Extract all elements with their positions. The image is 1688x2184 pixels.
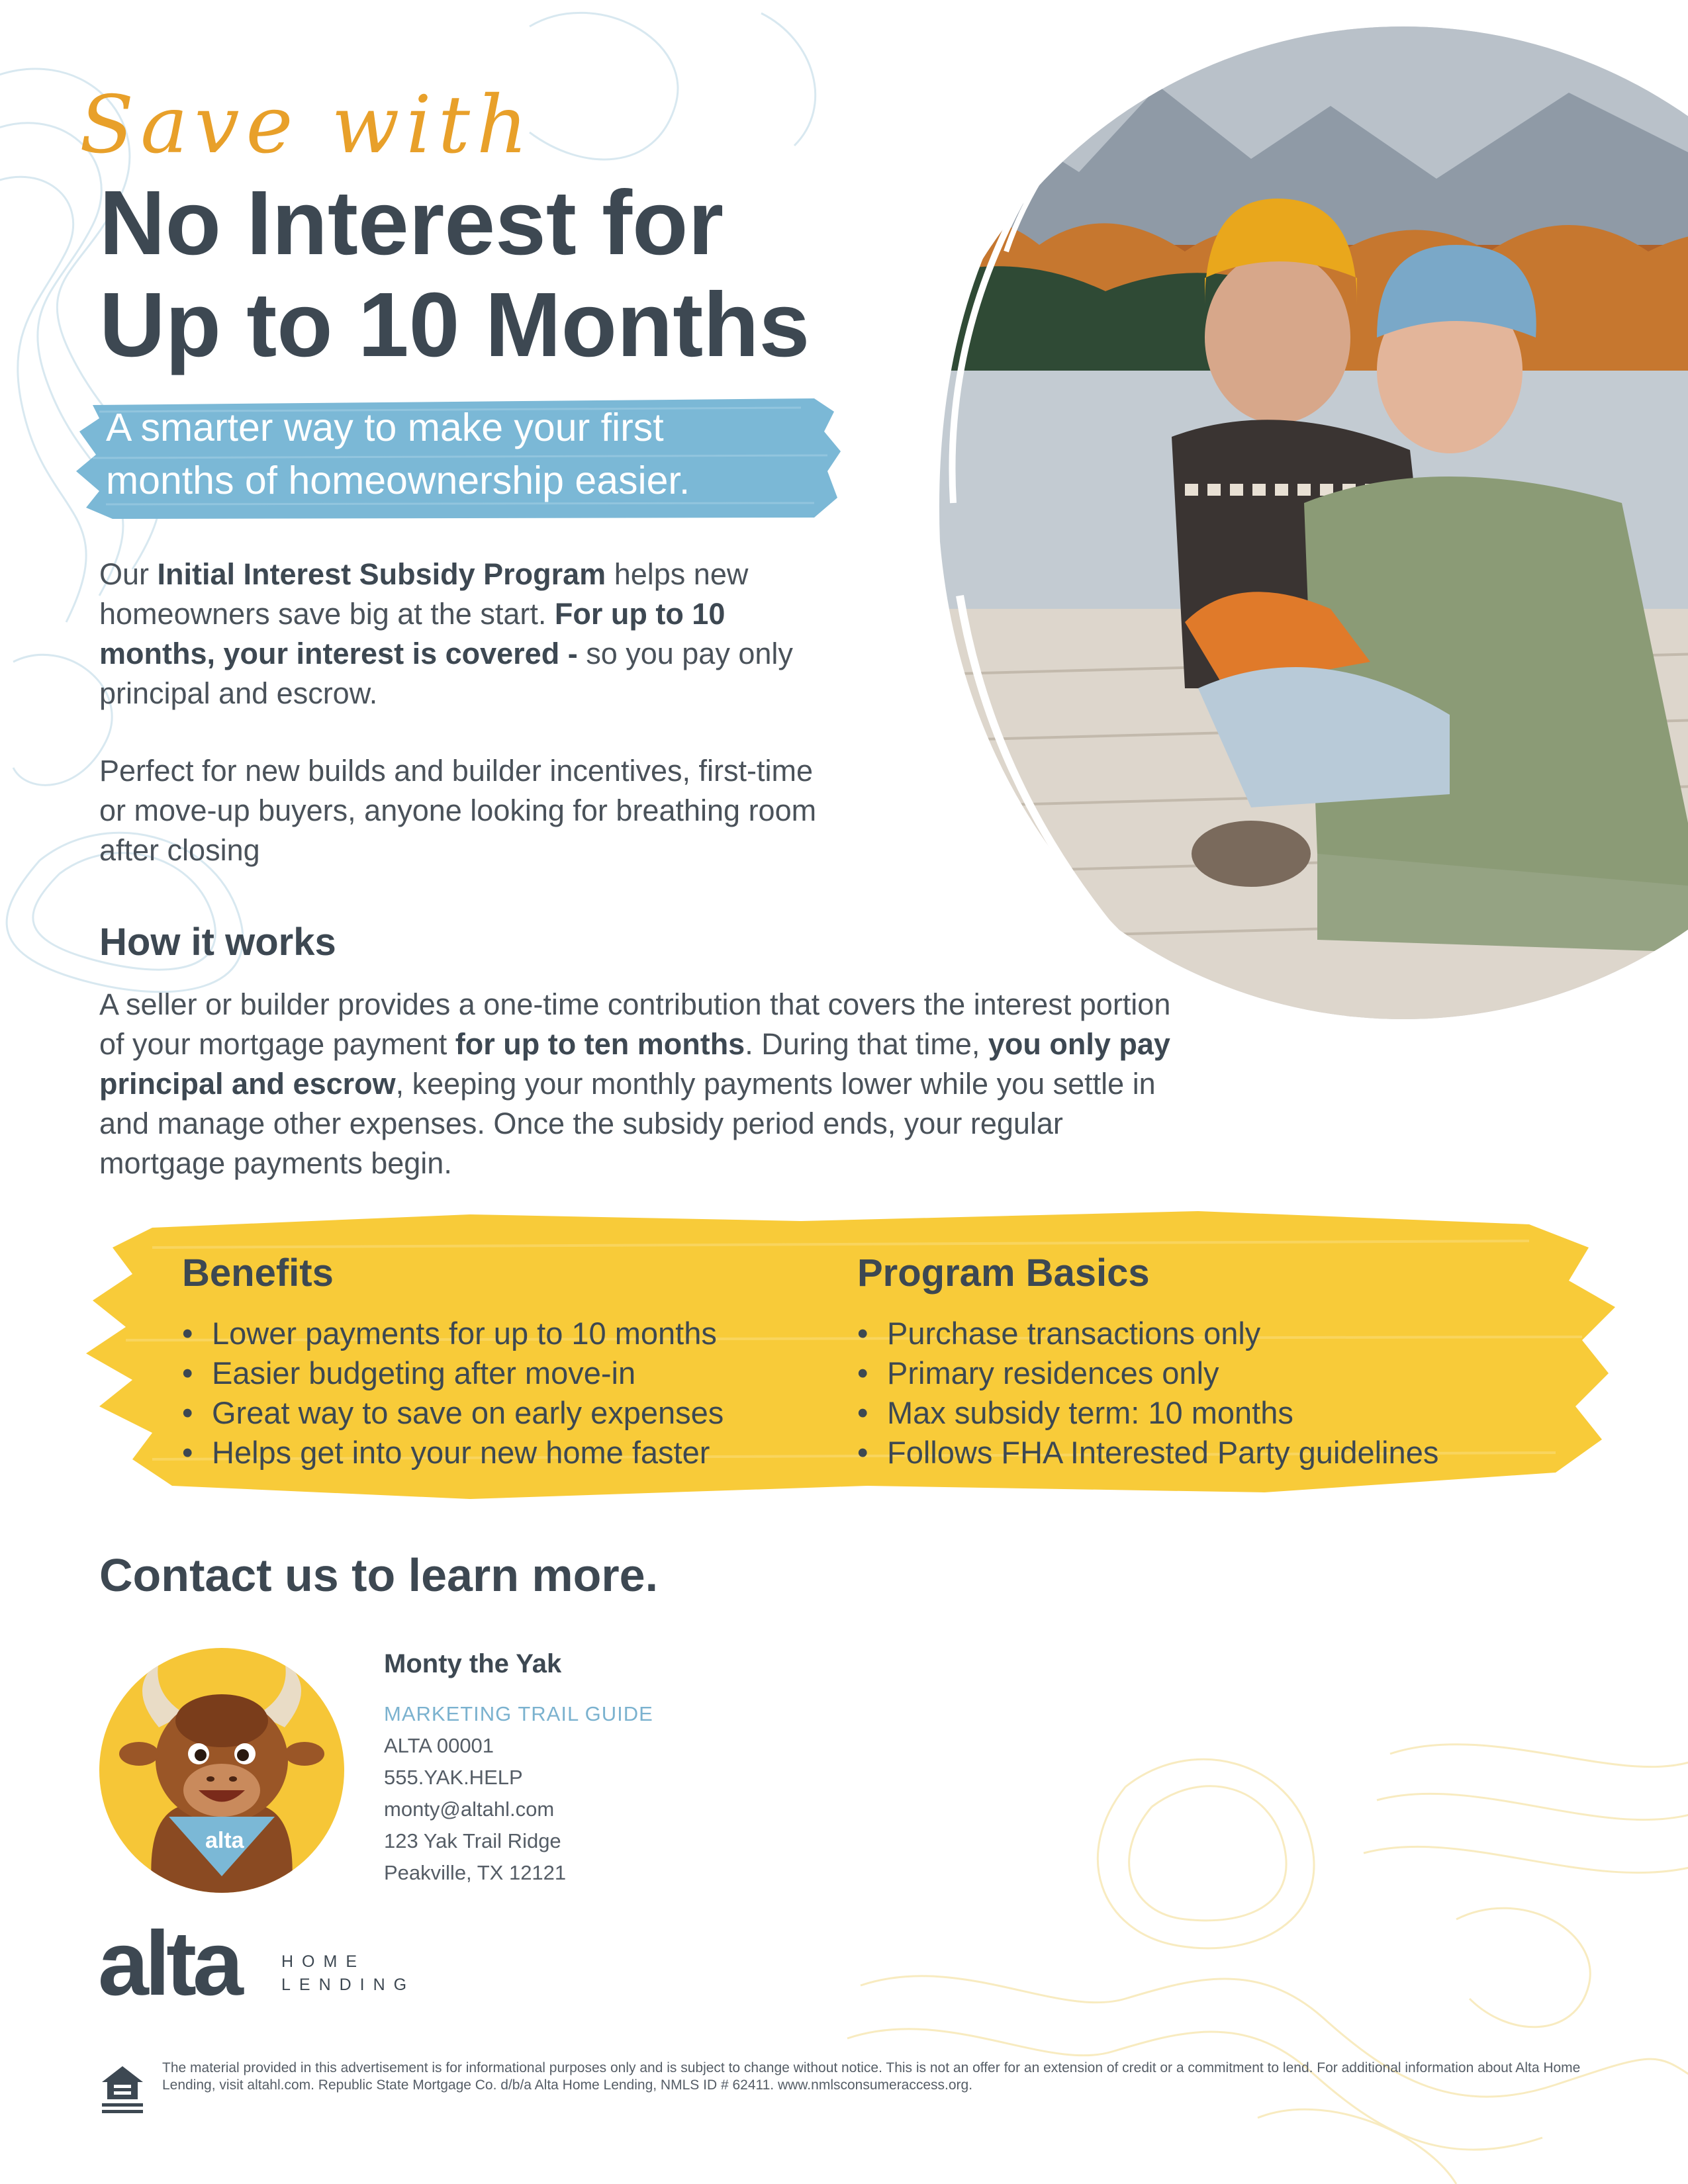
headline-line2: Up to 10 Months [99, 274, 810, 376]
contact-name: Monty the Yak [384, 1649, 562, 1678]
disclaimer: The material provided in this advertisement is for informational purposes only and is subject to change without notice. This is not an offer for an extension of credit or a commitment to lend. For additional information about Alta Home Lending, visit altahl.com. Republic State Mortgage Co. d/b/a Alta Home Lending, NMLS ID # 62411. www.nmlsconsumeraccess.org. [162, 2060, 1581, 2093]
intro-text-c: helps new homeowners save big at the start. [99, 557, 749, 631]
audience-paragraph: Perfect for new builds and builder incentives, first-time or move-up buyers, anyone looking for breathing room after closing [99, 754, 817, 867]
logo-lending: LENDING [281, 1976, 416, 1994]
intro-paragraph [99, 555, 841, 713]
contact-address-line2: Peakville, TX 12121 [384, 1861, 567, 1884]
list-item [175, 1314, 837, 1353]
couple-photo [907, 26, 1688, 1019]
how-text-a: A seller or builder provides a one-time contribution that covers the interest portion of your mortgage payment [99, 987, 1171, 1061]
contact-address-line1: 123 Yak Trail Ridge [384, 1829, 561, 1852]
list-item [851, 1353, 1579, 1393]
script-title: Save with [79, 79, 535, 171]
list-item [851, 1433, 1579, 1473]
equal-housing-lender-icon [99, 2064, 146, 2115]
bandana-text: alta [205, 1828, 244, 1853]
intro-text-e: so you pay only principal and escrow. [99, 637, 793, 710]
bullet-icon: • [182, 1435, 193, 1470]
contact-id: ALTA 00001 [384, 1734, 494, 1757]
yak-mascot-icon [99, 1648, 344, 1893]
bullet-icon: • [857, 1355, 868, 1390]
intro-emphasis: For up to 10 months, your interest is covered - [99, 597, 726, 670]
contact-role: MARKETING TRAIL GUIDE [384, 1702, 653, 1725]
alta-logo: alta [98, 1913, 240, 2015]
list-item [851, 1314, 1579, 1353]
list-item-text: Easier budgeting after move-in [212, 1355, 636, 1390]
benefits-list [175, 1314, 837, 1473]
intro-text-a: Our [99, 557, 158, 591]
list-item-text: Purchase transactions only [887, 1316, 1261, 1351]
list-item-text: Helps get into your new home faster [212, 1435, 710, 1470]
list-item-text: Max subsidy term: 10 months [887, 1395, 1293, 1430]
subtitle [106, 401, 834, 507]
list-item-text: Lower payments for up to 10 months [212, 1316, 717, 1351]
bullet-icon: • [182, 1395, 193, 1430]
logo-home: HOME [281, 1952, 365, 1971]
bullet-icon: • [182, 1316, 193, 1351]
how-emphasis-b: for up to ten months [455, 1027, 745, 1061]
contact-phone[interactable]: 555.YAK.HELP [384, 1766, 523, 1789]
bullet-icon: • [857, 1316, 868, 1351]
list-item [175, 1393, 837, 1433]
contact-heading: Contact us to learn more. [99, 1549, 659, 1601]
subtitle-line1: A smarter way to make your first [106, 406, 664, 449]
program-name: Initial Interest Subsidy Program [157, 557, 606, 591]
how-emphasis-d: you only pay principal and escrow [99, 1027, 1170, 1101]
bullet-icon: • [857, 1395, 868, 1430]
bullet-icon: • [857, 1435, 868, 1470]
how-text-e: , keeping your monthly payments lower while you settle in and manage other expenses. Once the subsidy period ends, your regular mortgage payments begin. [99, 1067, 1156, 1180]
list-item-text: Primary residences only [887, 1355, 1219, 1390]
page-title [99, 172, 894, 376]
how-text-c: . During that time, [745, 1027, 988, 1061]
contact-email[interactable]: monty@altahl.com [384, 1797, 555, 1821]
list-item-text: Follows FHA Interested Party guidelines [887, 1435, 1439, 1470]
list-item [175, 1353, 837, 1393]
how-it-works-paragraph [99, 985, 1192, 1183]
headline-line1: No Interest for [99, 172, 724, 274]
avatar [99, 1648, 344, 1893]
how-it-works-heading: How it works [99, 921, 336, 964]
program-basics-list [851, 1314, 1579, 1473]
bullet-icon: • [182, 1355, 193, 1390]
list-item-text: Great way to save on early expenses [212, 1395, 724, 1430]
list-item [175, 1433, 837, 1473]
subtitle-line2: months of homeownership easier. [106, 459, 690, 502]
list-item [851, 1393, 1579, 1433]
program-basics-heading: Program Basics [857, 1251, 1150, 1295]
benefits-heading: Benefits [182, 1251, 334, 1295]
